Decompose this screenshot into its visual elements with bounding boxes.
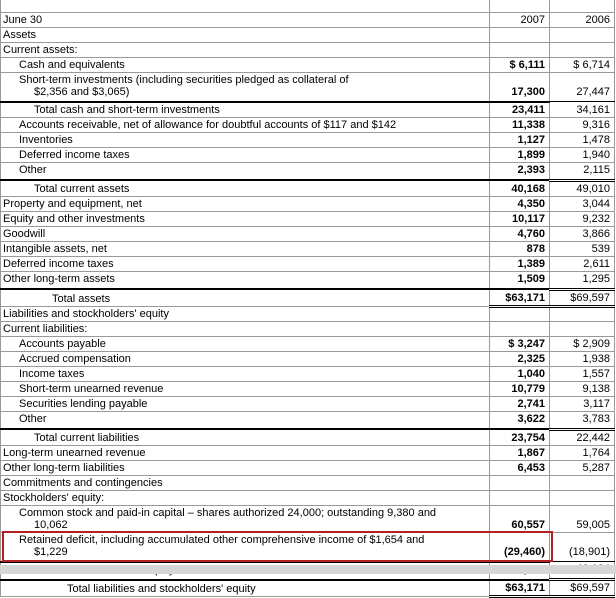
value-2006: 2,115: [550, 162, 615, 180]
row-label: [1, 147, 490, 162]
value-2006: $ 2,909: [550, 336, 615, 351]
table-header-row: [1, 12, 615, 27]
table-row: [1, 505, 615, 532]
header-col-2007: 2007: [490, 12, 550, 27]
value-2007: 1,127: [490, 132, 550, 147]
row-label-line1: Other long-term liabilities: [3, 461, 125, 474]
value-2007: 23,754: [490, 429, 550, 445]
value-2007: 1,040: [490, 366, 550, 381]
value-2007: 1,389: [490, 256, 550, 271]
row-label: [1, 256, 490, 271]
value-2007: 10,117: [490, 211, 550, 226]
row-label-line1: Property and equipment, net: [3, 197, 142, 210]
value-2007: $ 3,247: [490, 336, 550, 351]
value-2007: 2,393: [490, 162, 550, 180]
row-label: [1, 580, 490, 597]
row-label-line1: Deferred income taxes: [3, 257, 114, 270]
row-label-line1: Total current assets: [34, 182, 130, 195]
table-row: [1, 256, 615, 271]
value-2007: 60,557: [490, 505, 550, 532]
row-label-line1: Intangible assets, net: [3, 242, 107, 255]
value-2006: (18,901): [550, 532, 615, 562]
table-row: [1, 321, 615, 336]
row-label: [1, 42, 490, 57]
row-label: [1, 460, 490, 475]
table-row: [1, 42, 615, 57]
value-2006: 1,938: [550, 351, 615, 366]
value-2007: $63,171: [490, 580, 550, 597]
table-row: [1, 396, 615, 411]
value-2006: 3,866: [550, 226, 615, 241]
value-2007: [490, 42, 550, 57]
value-2006: 22,442: [550, 429, 615, 445]
row-label: [1, 429, 490, 445]
table-row: [1, 289, 615, 306]
row-label: [1, 366, 490, 381]
value-2006: [550, 306, 615, 321]
row-label-line1: Liabilities and stockholders' equity: [3, 307, 169, 320]
table-row: [1, 336, 615, 351]
value-2007: 11,338: [490, 117, 550, 132]
value-2007: 1,867: [490, 445, 550, 460]
row-label: [1, 196, 490, 211]
value-2007: 23,411: [490, 102, 550, 118]
bottom-band: [0, 565, 616, 574]
row-label-line1: Long-term unearned revenue: [3, 446, 146, 459]
value-2006: 3,044: [550, 196, 615, 211]
table-row: [1, 475, 615, 490]
value-2006: 1,557: [550, 366, 615, 381]
value-2007: 40,168: [490, 180, 550, 196]
row-label-line1: Deferred income taxes: [19, 148, 130, 161]
value-2006: 5,287: [550, 460, 615, 475]
table-row: [1, 211, 615, 226]
table-row: [1, 351, 615, 366]
table-row: [1, 429, 615, 445]
value-2007: 1,899: [490, 147, 550, 162]
header-date-label: June 30: [1, 12, 490, 27]
row-label-line1: Other: [19, 413, 47, 425]
row-label-line1: Cash and equivalents: [19, 58, 125, 71]
spacer-cell: [550, 0, 615, 12]
table-row: [1, 180, 615, 196]
value-2006: 1,295: [550, 271, 615, 289]
table-row: [1, 411, 615, 429]
value-2006: [550, 27, 615, 42]
spacer-cell: [1, 0, 490, 12]
row-label: [1, 306, 490, 321]
row-label-line1: Current assets:: [3, 43, 78, 56]
value-2006: 2,611: [550, 256, 615, 271]
table-row: [1, 162, 615, 180]
value-2006: 1,478: [550, 132, 615, 147]
row-label: [1, 162, 490, 180]
header-col-2006: 2006: [550, 12, 615, 27]
value-2007: 2,741: [490, 396, 550, 411]
row-label: [1, 351, 490, 366]
value-2006: $ 6,714: [550, 57, 615, 72]
row-label-line1: Assets: [3, 28, 37, 41]
value-2007: 6,453: [490, 460, 550, 475]
row-label: [1, 445, 490, 460]
value-2006: 1,940: [550, 147, 615, 162]
row-label: [1, 289, 490, 306]
table-row: [1, 381, 615, 396]
table-row: [1, 72, 615, 102]
row-label: [1, 475, 490, 490]
top-spacer-row: [1, 0, 615, 12]
row-label-line1: Commitments and contingencies: [3, 476, 163, 489]
row-label: [1, 241, 490, 256]
row-label-line1: Other: [19, 164, 47, 176]
table-row: [1, 306, 615, 321]
row-label-line1: Total current liabilities: [34, 431, 140, 444]
table-row: [1, 490, 615, 505]
row-label-line1: Short-term unearned revenue: [19, 382, 164, 395]
value-2007: 878: [490, 241, 550, 256]
value-2007: [490, 306, 550, 321]
value-2007: 10,779: [490, 381, 550, 396]
value-2007: $63,171: [490, 289, 550, 306]
balance-sheet-body: [1, 0, 615, 597]
row-label: [1, 180, 490, 196]
table-row: [1, 445, 615, 460]
value-2006: [550, 490, 615, 505]
row-label-line1: Other long-term assets: [3, 273, 115, 285]
value-2006: [550, 321, 615, 336]
row-label: [1, 336, 490, 351]
table-row: [1, 226, 615, 241]
table-row: [1, 580, 615, 597]
table-row: [1, 117, 615, 132]
row-label-line1: Current liabilities:: [3, 322, 88, 335]
row-label: [1, 27, 490, 42]
row-label: [1, 72, 490, 102]
row-label: [1, 532, 490, 562]
table-row: [1, 271, 615, 289]
row-label-line1: Common stock and paid-in capital – shares authorized 24,000; outstanding 9,380 and: [19, 506, 437, 519]
row-label-line2: $2,356 and $3,065): [34, 85, 130, 98]
value-2007: 4,350: [490, 196, 550, 211]
value-2006: 59,005: [550, 505, 615, 532]
row-label: [1, 505, 490, 532]
value-2006: 539: [550, 241, 615, 256]
row-label-line1: Inventories: [19, 133, 73, 146]
row-label: [1, 117, 490, 132]
table-row: [1, 241, 615, 256]
row-label: [1, 411, 490, 429]
value-2006: 34,161: [550, 102, 615, 118]
table-row: [1, 27, 615, 42]
value-2006: $69,597: [550, 289, 615, 306]
value-2007: [490, 490, 550, 505]
table-row: [1, 460, 615, 475]
row-label: [1, 57, 490, 72]
row-label-line2: $1,229: [34, 545, 68, 558]
value-2006: 9,316: [550, 117, 615, 132]
row-label-line1: Total cash and short-term investments: [34, 103, 220, 116]
value-2007: 2,325: [490, 351, 550, 366]
value-2007: 1,509: [490, 271, 550, 289]
value-2007: 3,622: [490, 411, 550, 429]
value-2006: 1,764: [550, 445, 615, 460]
value-2007: 4,760: [490, 226, 550, 241]
row-label: [1, 102, 490, 118]
value-2006: 9,232: [550, 211, 615, 226]
value-2006: 9,138: [550, 381, 615, 396]
row-label: [1, 396, 490, 411]
spacer-cell: [490, 0, 550, 12]
value-2007: (29,460): [490, 532, 550, 562]
table-row: [1, 102, 615, 118]
row-label-line1: Short-term investments (including securities pledged as collateral of: [19, 73, 349, 86]
row-label-line1: Accounts receivable, net of allowance for doubtful accounts of $117 and $142: [19, 118, 397, 131]
row-label-line1: Total assets: [52, 292, 111, 305]
row-label-line1: Goodwill: [3, 227, 46, 240]
row-label-line1: Stockholders' equity:: [3, 491, 105, 504]
value-2007: 17,300: [490, 72, 550, 102]
row-label: [1, 226, 490, 241]
value-2006: 27,447: [550, 72, 615, 102]
value-2006: $69,597: [550, 580, 615, 597]
table-row: [1, 196, 615, 211]
row-label-line1: Accounts payable: [19, 337, 106, 350]
row-label-line1: Income taxes: [19, 367, 85, 380]
row-label: [1, 271, 490, 289]
row-label: [1, 321, 490, 336]
row-label: [1, 132, 490, 147]
row-label-line1: Retained deficit, including accumulated other comprehensive income of $1,654 and: [19, 533, 425, 546]
row-label: [1, 490, 490, 505]
table-row: [1, 57, 615, 72]
value-2006: 3,783: [550, 411, 615, 429]
row-label-line1: Securities lending payable: [19, 397, 148, 410]
row-label-line2: 10,062: [34, 518, 68, 531]
value-2007: [490, 321, 550, 336]
table-row: [1, 366, 615, 381]
value-2006: [550, 475, 615, 490]
row-label-line1: Equity and other investments: [3, 212, 145, 225]
value-2006: 49,010: [550, 180, 615, 196]
table-row: [1, 147, 615, 162]
value-2006: 3,117: [550, 396, 615, 411]
row-label: [1, 211, 490, 226]
value-2007: $ 6,111: [490, 57, 550, 72]
row-label-line1: Total liabilities and stockholders' equity: [67, 583, 256, 595]
table-row: [1, 132, 615, 147]
value-2007: [490, 475, 550, 490]
table-row: [1, 532, 615, 562]
value-2006: [550, 42, 615, 57]
value-2007: [490, 27, 550, 42]
row-label: [1, 381, 490, 396]
row-label-line1: Accrued compensation: [19, 352, 131, 365]
